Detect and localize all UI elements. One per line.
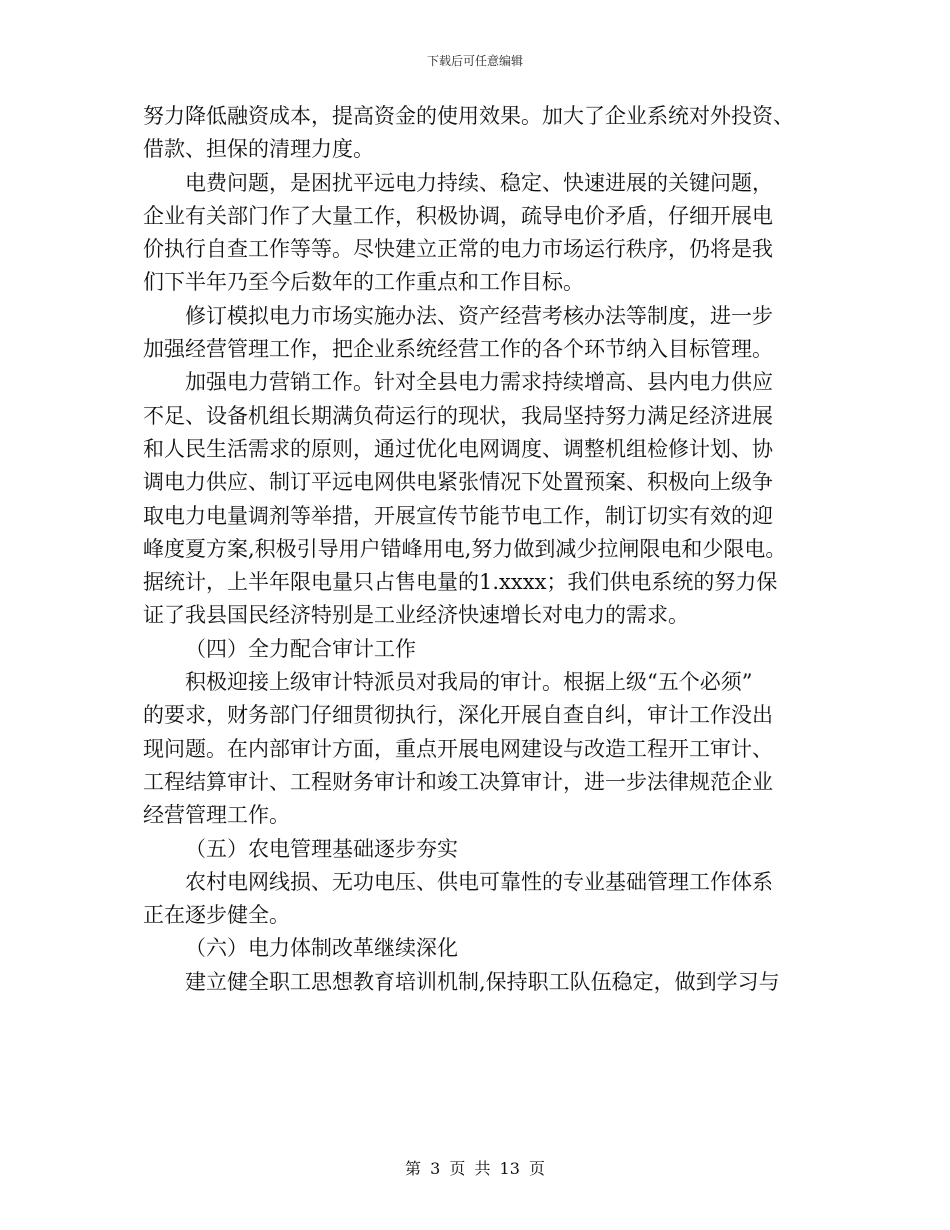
text-line: 调电力供应、制订平远电网供电紧张情况下处置预案、积极向上级争 — [143, 470, 773, 495]
text-line: 电费问题，是困扰平远电力持续、稳定、快速进展的关键问题， — [185, 170, 773, 195]
text-line: 农村电网线损、无功电压、供电可靠性的专业基础管理工作体系 — [185, 869, 773, 894]
text-line: 们下半年乃至今后数年的工作重点和工作目标。 — [143, 270, 584, 295]
text-line: 正在逐步健全。 — [143, 903, 290, 928]
text-line: （五）农电管理基础逐步夯实 — [185, 836, 458, 861]
document-body — [143, 100, 809, 999]
text-line: 据统计，上半年限电量只占售电量的1.xxxx；我们供电系统的努力保 — [143, 570, 778, 595]
text-line: 经营管理工作。 — [143, 803, 290, 828]
text-line: （四）全力配合审计工作 — [185, 636, 416, 661]
text-line: （六）电力体制改革继续深化 — [185, 936, 458, 961]
page-footer: 第 3 页 共 13 页 — [405, 1159, 545, 1178]
text-line: 的要求，财务部门仔细贯彻执行，深化开展自查自纠，审计工作没出 — [143, 703, 773, 728]
text-line: 加强经营管理工作，把企业系统经营工作的各个环节纳入目标管理。 — [143, 337, 773, 362]
text-line: 工程结算审计、工程财务审计和竣工决算审计，进一步法律规范企业 — [143, 769, 773, 794]
text-line: 不足、设备机组长期满负荷运行的现状，我局坚持努力满足经济进展 — [143, 403, 773, 428]
text-line: 积极迎接上级审计特派员对我局的审计。根据上级“五个必须” — [185, 670, 753, 695]
text-line: 加强电力营销工作。针对全县电力需求持续增高、县内电力供应 — [185, 370, 773, 395]
text-line: 和人民生活需求的原则，通过优化电网调度、调整机组检修计划、协 — [143, 436, 773, 461]
text-line: 修订模拟电力市场实施办法、资产经营考核办法等制度，进一步 — [185, 303, 773, 328]
text-line: 取电力电量调剂等举措，开展宣传节能节电工作，制订切实有效的迎 — [143, 503, 773, 528]
text-line: 价执行自查工作等等。尽快建立正常的电力市场运行秩序，仍将是我 — [143, 237, 773, 262]
text-line: 现问题。在内部审计方面，重点开展电网建设与改造工程开工审计、 — [143, 736, 773, 761]
text-line: 峰度夏方案,积极引导用户错峰用电,努力做到减少拉闸限电和少限电。 — [143, 536, 787, 561]
text-line: 企业有关部门作了大量工作，积极协调，疏导电价矛盾，仔细开展电 — [143, 203, 773, 228]
text-line: 借款、担保的清理力度。 — [143, 137, 374, 162]
text-line: 证了我县国民经济特别是工业经济快速增长对电力的需求。 — [143, 603, 689, 628]
page-header: 下载后可任意编辑 — [426, 54, 523, 68]
text-line: 努力降低融资成本，提高资金的使用效果。加大了企业系统对外投资、 — [143, 104, 794, 128]
text-line: 建立健全职工思想教育培训机制,保持职工队伍稳定，做到学习与 — [185, 969, 780, 994]
